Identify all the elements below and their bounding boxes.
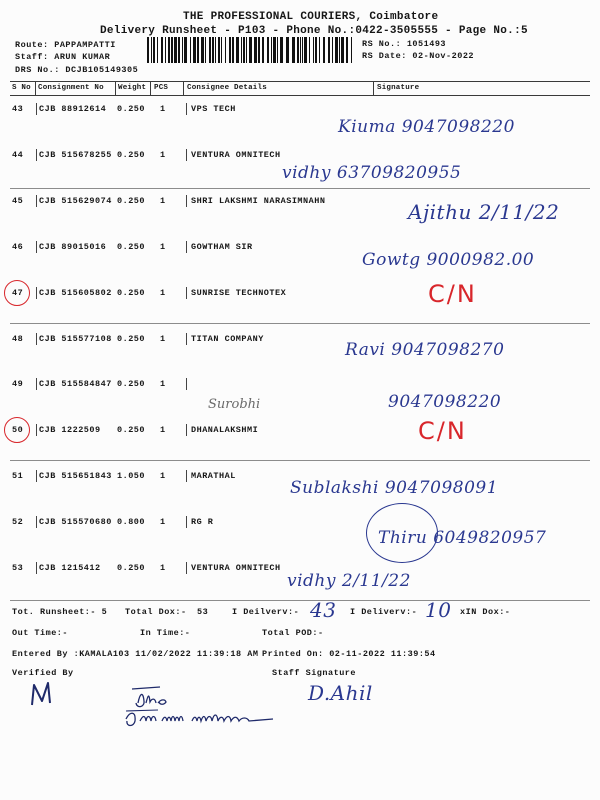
verified-signature-stroke (126, 713, 273, 725)
weight-cell: 0.800 (117, 517, 146, 528)
header-consignee: Consignee Details (187, 84, 267, 92)
barcode-bar (205, 37, 206, 63)
barcode-bar (280, 37, 283, 63)
rs-no-label: RS No.: (362, 39, 402, 49)
barcode-bar (335, 37, 338, 63)
barcode-bar (304, 37, 307, 63)
barcode-bar (346, 37, 348, 63)
runsheet-title: Delivery Runsheet - P103 - Phone No.:0422-3505555 - Page No.:5 (100, 25, 528, 37)
row-divider-tick (36, 287, 37, 299)
table-row (0, 149, 600, 183)
consignee-cell: VENTURA OMNITECH (191, 563, 281, 573)
pcs-cell: 1 (160, 517, 166, 528)
consignee-cell: TITAN COMPANY (191, 333, 264, 344)
weight-cell: 0.250 (117, 425, 146, 436)
rs-date-label: RS Date: (362, 51, 407, 61)
pcs-cell: 1 (160, 104, 166, 114)
consignee-cell: VENTURA OMNITECH (191, 149, 281, 160)
row-divider-tick (186, 195, 187, 207)
barcode-bar (271, 37, 272, 63)
barcode-bar (262, 37, 264, 63)
barcode-bar (243, 37, 245, 63)
pcs-cell: 1 (160, 287, 166, 298)
verified-by-label: Verified By (12, 668, 74, 678)
row-divider-tick (36, 378, 37, 390)
row-divider-tick (36, 424, 37, 436)
row-divider-tick (186, 103, 187, 115)
barcode-bar (178, 37, 180, 63)
weight-cell: 0.250 (117, 149, 146, 160)
barcode-bar (254, 37, 257, 63)
barcode-bar (161, 37, 163, 63)
row-divider-tick (36, 103, 37, 115)
rs-no-value: 1051493 (406, 39, 447, 49)
delivered-handwritten: 43 (310, 598, 337, 622)
sno-cell: 50 (12, 425, 24, 436)
barcode-bar (309, 37, 310, 63)
row-divider-tick (186, 378, 187, 390)
barcode-bar (341, 37, 344, 63)
weight-cell: 0.250 (117, 195, 146, 206)
barcode-bar (147, 37, 149, 63)
barcode-bar (232, 37, 234, 63)
status-remark: C/N (418, 417, 467, 445)
entered-by: Entered By :KAMALA103 11/02/2022 11:39:18 AM (12, 649, 259, 659)
barcode-bar (300, 37, 301, 63)
barcode-bar (174, 37, 177, 63)
barcode-bar (182, 37, 183, 63)
signature-handwritten: vidhy 63709820955 (282, 162, 462, 183)
row-divider-tick (186, 287, 187, 299)
route-value: PAPPAMPATTI (54, 40, 116, 50)
consignee-cell: SUNRISE TECHNOTEX (191, 287, 287, 298)
drs-value: DCJB105149305 (65, 65, 139, 75)
weight-cell: 1.050 (117, 471, 146, 482)
row-divider-tick (36, 562, 37, 574)
staff-value: ARUN KUMAR (54, 52, 111, 62)
signature-handwritten: Kiuma 9047098220 (338, 117, 515, 137)
column-divider (150, 81, 151, 95)
barcode-bar (302, 37, 303, 63)
weight-cell: 0.250 (117, 379, 146, 390)
row-divider-tick (36, 516, 37, 528)
pencil-note: Surobhi (208, 396, 261, 412)
consignee-cell: GOWTHAM SIR (191, 241, 253, 252)
barcode-bar (241, 37, 242, 63)
column-divider (35, 81, 36, 95)
sno-cell: 49 (12, 379, 24, 390)
consignment-cell: CJB 1215412 (39, 563, 101, 573)
in-time-label: In Time:- (140, 628, 191, 638)
signature-handwritten: Thiru 6049820957 (378, 527, 547, 548)
table-row (0, 517, 600, 548)
barcode-bar (286, 37, 289, 63)
rs-date-value: 02-Nov-2022 (412, 51, 475, 61)
consignment-cell: CJB 515584847 (39, 379, 112, 390)
barcode-bar (221, 37, 222, 63)
row-divider-tick (36, 470, 37, 482)
consignment-cell: CJB 515678255 (39, 149, 112, 160)
signature-handwritten: Gowtg 9000982.00 (362, 249, 535, 270)
route-label: Route: (15, 40, 49, 50)
barcode-bar (277, 37, 278, 63)
barcode-bar (292, 37, 295, 63)
sno-cell: 52 (12, 517, 24, 528)
barcode (145, 37, 355, 63)
row-divider-tick (36, 241, 37, 253)
total-dox-label: Total Dox:- (125, 607, 187, 617)
pcs-cell: 1 (160, 333, 166, 344)
barcode-bar (313, 37, 314, 63)
total-pod-label: Total POD:- (262, 628, 324, 638)
table-row (0, 280, 600, 308)
staff-signature-handwritten: D.Ahil (308, 681, 373, 705)
barcode-bar (212, 37, 214, 63)
sno-cell: 44 (12, 149, 24, 160)
column-divider (183, 81, 184, 95)
table-header-bottom-rule (10, 95, 590, 96)
company-title: THE PROFESSIONAL COURIERS, Coimbatore (183, 11, 439, 23)
header-consignment: Consignment No (38, 84, 104, 92)
barcode-bar (273, 37, 276, 63)
consignment-cell: CJB 515651843 (39, 471, 112, 482)
verified-signature-stroke (132, 687, 160, 689)
sno-cell: 47 (12, 287, 24, 298)
undelivered-label: I Deliverv:- (350, 607, 418, 617)
consignee-cell: MARATHAL (191, 471, 236, 482)
row-divider-tick (186, 149, 187, 161)
row-divider-tick (186, 562, 187, 574)
row-divider-tick (186, 424, 187, 436)
staff-label: Staff: (15, 52, 49, 62)
verified-check-mark (32, 683, 50, 705)
barcode-bar (201, 37, 204, 63)
sno-cell: 53 (12, 563, 24, 573)
barcode-bar (267, 37, 269, 63)
weight-cell: 0.250 (117, 333, 146, 344)
rs-date-line (362, 51, 474, 61)
consignee-cell: VPS TECH (191, 104, 236, 114)
sno-cell: 43 (12, 104, 24, 114)
staff-line (15, 52, 110, 62)
table-row (0, 195, 600, 224)
signature-handwritten: 9047098220 (388, 391, 502, 412)
header-weight: Weight (118, 84, 147, 92)
table-row (0, 104, 600, 137)
barcode-bar (249, 37, 252, 63)
pcs-cell: 1 (160, 471, 166, 482)
status-remark: C/N (428, 280, 477, 308)
consignee-cell: DHANALAKSHMI (191, 425, 259, 436)
barcode-bar (184, 37, 187, 63)
signature-circle (366, 503, 438, 563)
barcode-bar (168, 37, 170, 63)
barcode-bar (339, 37, 340, 63)
barcode-bar (319, 37, 320, 63)
consignment-cell: CJB 88912614 (39, 104, 107, 114)
tot-runsheet (12, 607, 107, 617)
tot-runsheet-value: 5 (101, 607, 108, 617)
signature-handwritten: vidhy 2/11/22 (287, 571, 411, 591)
consignment-cell: CJB 515577108 (39, 333, 112, 344)
signature-handwritten: Sublakshi 9047098091 (290, 477, 499, 498)
barcode-bar (351, 37, 352, 63)
row-divider-tick (186, 516, 187, 528)
table-row (0, 563, 600, 591)
barcode-bar (193, 37, 196, 63)
pcs-cell: 1 (160, 241, 166, 252)
signature-handwritten: Ajithu 2/11/22 (408, 199, 560, 224)
rs-no-line (362, 39, 446, 49)
pcs-cell: 1 (160, 149, 166, 160)
consignment-cell: CJB 89015016 (39, 241, 107, 252)
barcode-bar (246, 37, 247, 63)
tot-runsheet-label: Tot. Runsheet:- (12, 607, 97, 617)
barcode-bar (315, 37, 317, 63)
row-group-separator (10, 188, 590, 189)
barcode-bar (151, 37, 152, 63)
pcs-cell: 1 (160, 195, 166, 206)
barcode-bar (171, 37, 173, 63)
consignment-cell: CJB 515629074 (39, 195, 112, 206)
row-divider-tick (36, 333, 37, 345)
verified-signature-stroke (126, 710, 158, 711)
signature-handwritten: Ravi 9047098270 (345, 340, 505, 360)
row-group-separator (10, 460, 590, 461)
weight-cell: 0.250 (117, 104, 146, 114)
barcode-bar (218, 37, 220, 63)
sno-cell: 46 (12, 241, 24, 252)
row-group-separator (10, 323, 590, 324)
column-divider (373, 81, 374, 95)
table-row (0, 333, 600, 360)
barcode-bar (332, 37, 333, 63)
row-divider-tick (186, 333, 187, 345)
header-pcs: PCS (154, 84, 169, 92)
row-divider-tick (36, 149, 37, 161)
barcode-bar (209, 37, 211, 63)
sno-cell: 45 (12, 195, 24, 206)
header-sno: S No (12, 84, 31, 92)
table-row (0, 241, 600, 270)
consignee-cell: RG R (191, 517, 214, 528)
printed-on: Printed On: 02-11-2022 11:39:54 (262, 649, 436, 659)
barcode-bar (328, 37, 330, 63)
xin-dox-label: xIN Dox:- (460, 607, 511, 617)
consignee-cell: SHRI LAKSHMI NARASIMNAHN (191, 195, 326, 206)
undelivered-handwritten: 10 (425, 598, 452, 622)
verified-signature-stroke (136, 694, 166, 706)
barcode-bar (225, 37, 226, 63)
sno-cell: 51 (12, 471, 24, 482)
barcode-bar (215, 37, 216, 63)
barcode-bar (197, 37, 199, 63)
footer-rule (10, 600, 590, 601)
barcode-bar (323, 37, 325, 63)
header-signature: Signature (377, 84, 420, 92)
sno-cell: 48 (12, 333, 24, 344)
delivered-label: I Deilverv:- (232, 607, 300, 617)
table-row (0, 379, 600, 412)
barcode-bar (297, 37, 299, 63)
consignment-cell: CJB 1222509 (39, 425, 101, 436)
pcs-cell: 1 (160, 425, 166, 436)
weight-cell: 0.250 (117, 563, 146, 573)
barcode-bar (153, 37, 155, 63)
verified-signature (20, 675, 300, 735)
consignment-cell: CJB 515605802 (39, 287, 112, 298)
consignment-cell: CJB 515570680 (39, 517, 112, 528)
staff-signature-label: Staff Signature (272, 668, 357, 678)
pcs-cell: 1 (160, 563, 166, 573)
total-dox-value: 53 (197, 607, 209, 617)
column-divider (115, 81, 116, 95)
weight-cell: 0.250 (117, 287, 146, 298)
row-divider-tick (36, 195, 37, 207)
weight-cell: 0.250 (117, 241, 146, 252)
drs-label: DRS No.: (15, 65, 60, 75)
row-divider-tick (186, 241, 187, 253)
barcode-bar (190, 37, 191, 63)
out-time-label: Out Time:- (12, 628, 69, 638)
barcode-bar (229, 37, 231, 63)
row-divider-tick (186, 470, 187, 482)
table-header-top-rule (10, 81, 590, 82)
barcode-bar (157, 37, 158, 63)
barcode-bar (165, 37, 166, 63)
row-marked-circle (4, 280, 30, 306)
route-line (15, 40, 116, 50)
row-marked-circle (4, 417, 30, 443)
table-row (0, 471, 600, 498)
barcode-bar (258, 37, 260, 63)
barcode-bar (236, 37, 239, 63)
drs-line (15, 65, 138, 75)
pcs-cell: 1 (160, 379, 166, 390)
table-row (0, 417, 600, 445)
